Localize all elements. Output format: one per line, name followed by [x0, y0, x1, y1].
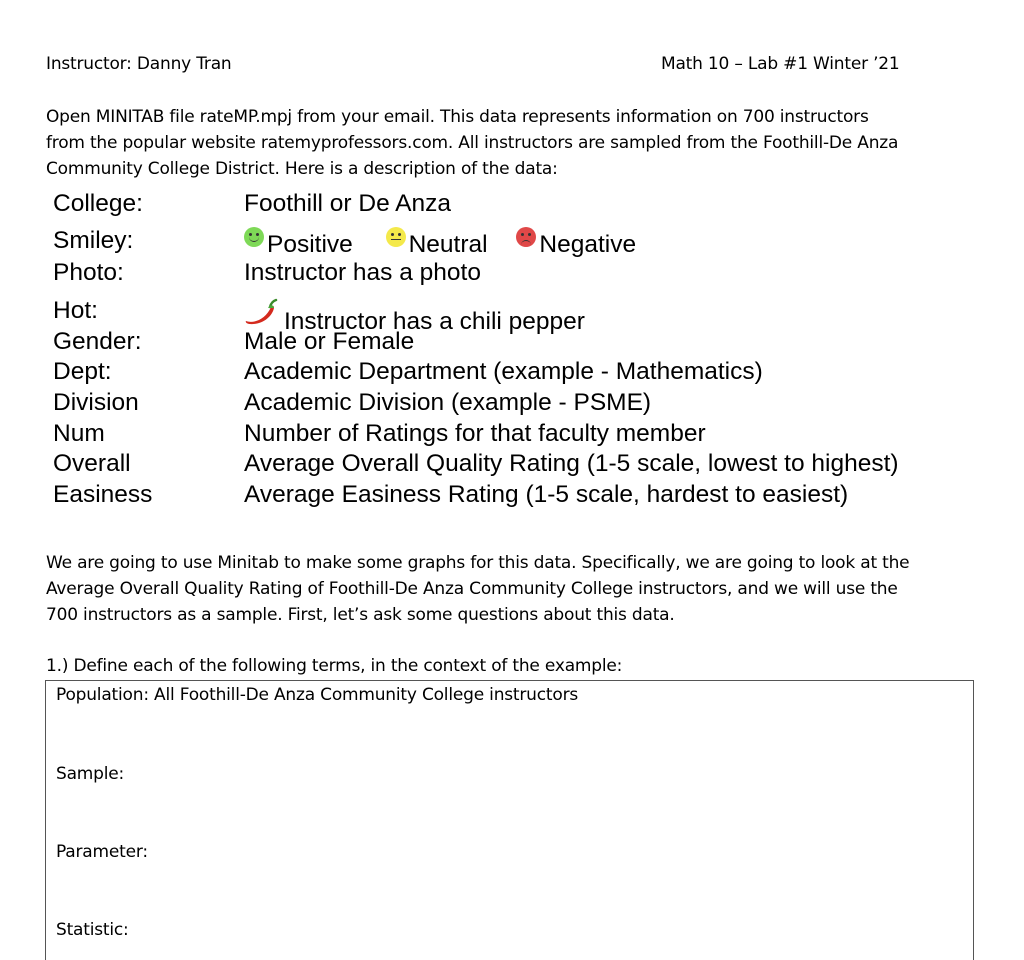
- body-line: Average Overall Quality Rating of Foothill-De Anza Community College instructors, and we will use the: [46, 579, 898, 599]
- intro-line: Open MINITAB file rateMP.mpj from your email. This data represents information on 700 instructors: [46, 107, 869, 127]
- desc-value: Average Overall Quality Rating (1-5 scale, lowest to highest): [244, 450, 899, 477]
- desc-label: Num: [53, 420, 105, 447]
- desc-value: Number of Ratings for that faculty member: [244, 420, 706, 447]
- desc-value: Academic Division (example - PSME): [244, 389, 652, 416]
- body-line: 700 instructors as a sample. First, let’s ask some questions about this data.: [46, 605, 675, 625]
- statistic-field-label: Statistic:: [56, 920, 129, 940]
- neutral-smiley-icon: [386, 227, 406, 247]
- intro-line: Community College District. Here is a description of the data:: [46, 159, 558, 179]
- hot-value-text: Instructor has a chili pepper: [284, 308, 585, 335]
- parameter-field-label: Parameter:: [56, 842, 148, 862]
- instructor-name: Instructor: Danny Tran: [46, 54, 232, 74]
- intro-paragraph: [46, 104, 976, 182]
- intro-line: from the popular website ratemyprofessors.com. All instructors are sampled from the Foothill-De Anza: [46, 133, 899, 153]
- negative-smiley-icon: [516, 227, 536, 247]
- desc-label: Gender:: [53, 328, 142, 355]
- answer-box[interactable]: [45, 680, 974, 960]
- question-1-prompt: 1.) Define each of the following terms, in the context of the example:: [46, 656, 623, 676]
- desc-label: Photo:: [53, 259, 124, 286]
- desc-value: Average Easiness Rating (1-5 scale, hardest to easiest): [244, 481, 849, 508]
- desc-value: [244, 227, 636, 259]
- desc-label: Easiness: [53, 481, 153, 508]
- desc-label: College:: [53, 190, 143, 217]
- desc-label: Overall: [53, 450, 131, 477]
- population-answer[interactable]: Population: All Foothill-De Anza Community College instructors: [56, 685, 579, 705]
- sample-field-label: Sample:: [56, 764, 125, 784]
- desc-value: Instructor has a photo: [244, 259, 481, 286]
- positive-smiley-icon: [244, 227, 264, 247]
- body-line: We are going to use Minitab to make some graphs for this data. Specifically, we are going to look at the: [46, 553, 910, 573]
- desc-label: Division: [53, 389, 139, 416]
- desc-label: Dept:: [53, 358, 112, 385]
- body-paragraph: [46, 550, 976, 628]
- smiley-positive-label: Positive: [267, 231, 353, 258]
- course-title: Math 10 – Lab #1 Winter ’21: [661, 54, 900, 74]
- desc-label: Hot:: [53, 297, 98, 324]
- smiley-neutral-label: Neutral: [408, 231, 488, 258]
- desc-value: Male or Female: [244, 328, 415, 355]
- smiley-negative-label: Negative: [539, 231, 637, 258]
- chili-pepper-icon: [244, 297, 278, 327]
- desc-value: Academic Department (example - Mathematics): [244, 358, 763, 385]
- desc-label: Smiley:: [53, 227, 134, 254]
- desc-value: Foothill or De Anza: [244, 190, 451, 217]
